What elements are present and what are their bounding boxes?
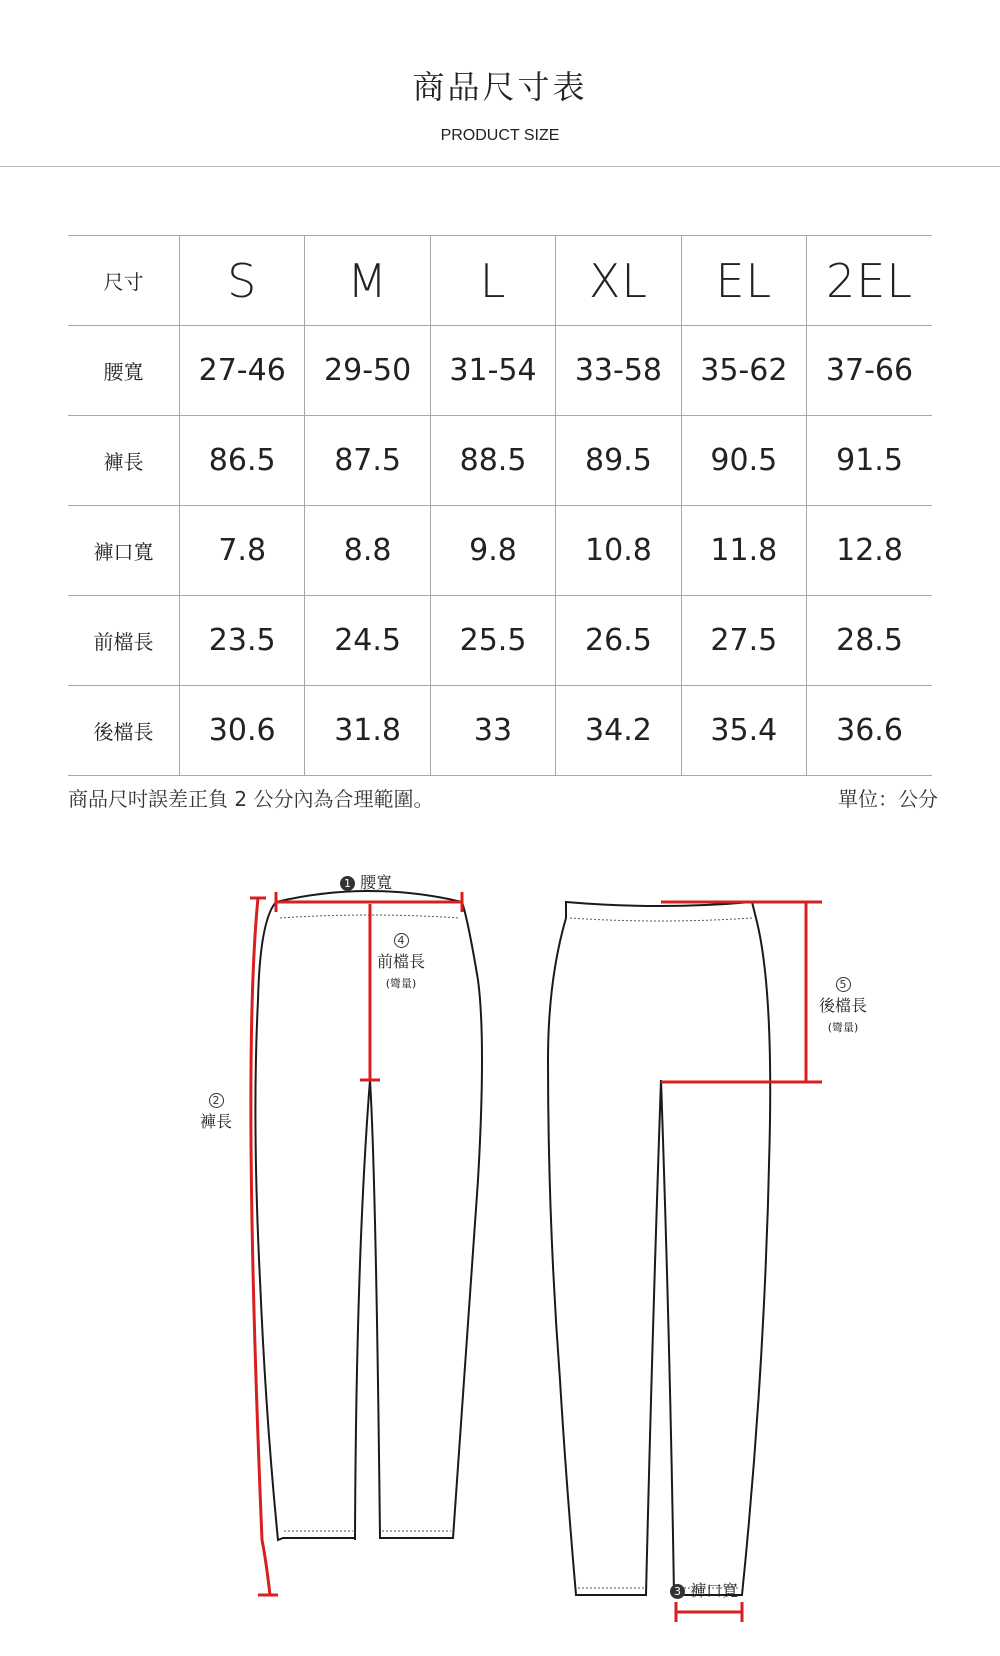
table-row-hem [68, 506, 932, 596]
front-rise-label [377, 930, 425, 991]
size-xl: XL [556, 236, 681, 326]
size-table [68, 235, 932, 776]
back-pants-outline [548, 902, 770, 1595]
front-rise-number-icon: 4 [394, 933, 409, 948]
length-number-icon: 2 [209, 1093, 224, 1108]
table-cell: 35-62 [681, 326, 806, 416]
row-label: 前檔長 [68, 596, 180, 686]
table-cell: 23.5 [180, 596, 305, 686]
size-corner-label: 尺寸 [68, 236, 180, 326]
table-cell: 24.5 [305, 596, 430, 686]
table-cell: 26.5 [556, 596, 681, 686]
tolerance-note: 商品尺吋誤差正負 2 公分內為合理範圍。 [68, 787, 434, 811]
table-cell: 25.5 [430, 596, 555, 686]
back-rise-label-text: 後檔長 [819, 996, 868, 1015]
table-cell: 27-46 [180, 326, 305, 416]
size-m: M [305, 236, 430, 326]
front-rise-label-text: 前檔長 [377, 952, 426, 971]
back-rise-label [819, 974, 867, 1035]
hem-label [670, 1578, 738, 1601]
table-cell: 28.5 [807, 596, 932, 686]
table-cell: 34.2 [556, 686, 681, 776]
table-cell: 90.5 [681, 416, 806, 506]
size-header-row [68, 236, 932, 326]
hem-number-icon: 3 [670, 1584, 685, 1599]
row-label: 褲長 [68, 416, 180, 506]
size-s: S [180, 236, 305, 326]
size-el: EL [681, 236, 806, 326]
table-cell: 31.8 [305, 686, 430, 776]
back-rise-note: (彎量) [827, 1021, 859, 1034]
hem-label-text: 褲口寬 [690, 1581, 739, 1600]
table-cell: 86.5 [180, 416, 305, 506]
table-cell: 9.8 [430, 506, 555, 596]
table-cell: 11.8 [681, 506, 806, 596]
table-cell: 91.5 [807, 416, 932, 506]
row-label: 褲口寬 [68, 506, 180, 596]
table-row-front-rise [68, 596, 932, 686]
table-cell: 7.8 [180, 506, 305, 596]
table-cell: 29-50 [305, 326, 430, 416]
table-cell: 10.8 [556, 506, 681, 596]
size-2el: 2EL [807, 236, 932, 326]
page-title: 商品尺寸表 [412, 68, 588, 106]
waist-label-text: 腰寬 [360, 873, 393, 892]
back-rise-measure-line [661, 902, 822, 1082]
table-cell: 31-54 [430, 326, 555, 416]
table-cell: 33-58 [556, 326, 681, 416]
length-label-text: 褲長 [200, 1112, 233, 1131]
table-cell: 88.5 [430, 416, 555, 506]
unit-label: 單位：公分 [838, 787, 938, 811]
table-cell: 8.8 [305, 506, 430, 596]
table-cell: 33 [430, 686, 555, 776]
table-cell: 35.4 [681, 686, 806, 776]
back-waist-stitch [570, 918, 752, 921]
table-row-length [68, 416, 932, 506]
table-cell: 37-66 [807, 326, 932, 416]
hem-measure-line [676, 1602, 742, 1622]
front-rise-note: (彎量) [385, 977, 417, 990]
waist-label [340, 870, 392, 893]
length-label [200, 1090, 232, 1132]
table-cell: 30.6 [180, 686, 305, 776]
table-cell: 12.8 [807, 506, 932, 596]
row-label: 腰寬 [68, 326, 180, 416]
header-divider [0, 166, 1000, 167]
table-cell: 89.5 [556, 416, 681, 506]
table-cell: 27.5 [681, 596, 806, 686]
page-subtitle: PRODUCT SIZE [440, 127, 560, 144]
table-row-back-rise [68, 686, 932, 776]
row-label: 後檔長 [68, 686, 180, 776]
size-l: L [430, 236, 555, 326]
table-cell: 87.5 [305, 416, 430, 506]
table-cell: 36.6 [807, 686, 932, 776]
back-rise-number-icon: 5 [836, 977, 851, 992]
waist-number-icon: 1 [340, 876, 355, 891]
table-row-waist [68, 326, 932, 416]
